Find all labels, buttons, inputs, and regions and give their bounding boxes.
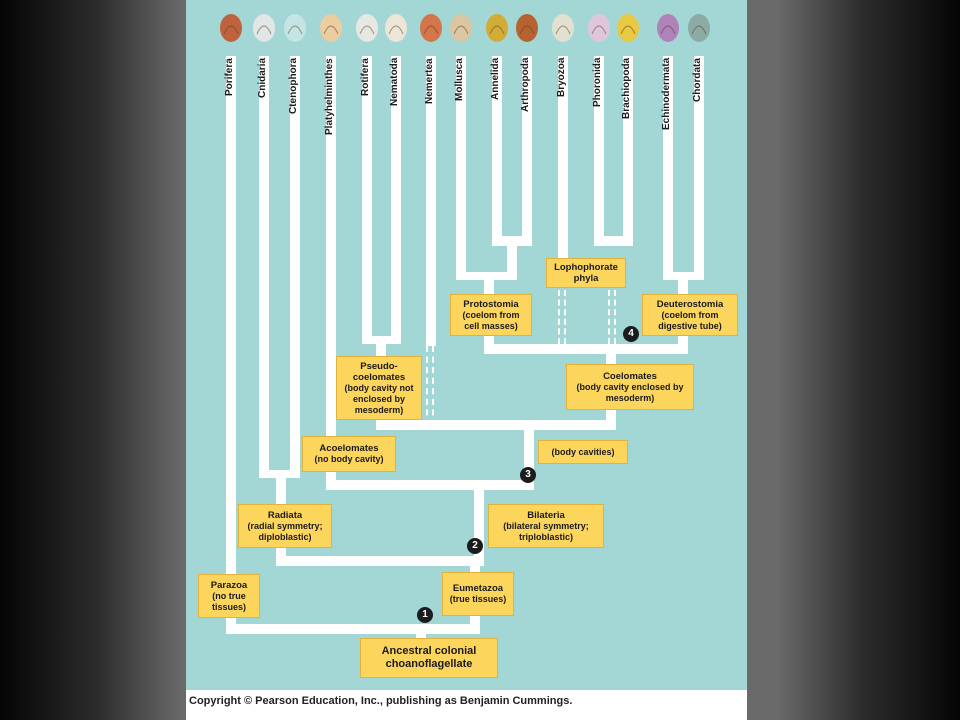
label-deuterostomia-desc: (coelom from digestive tube) xyxy=(658,309,722,331)
label-ancestor-title: Ancestral colonial choanoflagellate xyxy=(381,645,477,670)
phylum-label-nemertea: Nemertea xyxy=(424,58,435,104)
label-protostomia xyxy=(450,294,532,336)
label-eumetazoa-title: Eumetazoa xyxy=(452,583,504,594)
phylum-label-platyhelminthes: Platyhelminthes xyxy=(324,58,335,135)
phylum-label-echinodermata: Echinodermata xyxy=(661,58,672,131)
organism-icon-echinodermata xyxy=(657,14,679,42)
label-lophophorate xyxy=(546,258,626,288)
label-parazoa-desc: (no true tissues) xyxy=(211,590,246,612)
label-acoelomates xyxy=(302,436,396,472)
phylum-label-bryozoa: Bryozoa xyxy=(556,58,567,98)
organism-icon-annelida xyxy=(486,14,508,42)
label-radiata-desc: (radial symmetry; diploblastic) xyxy=(247,520,323,542)
label-parazoa xyxy=(198,574,260,618)
join-parazoa-eumetazoa xyxy=(226,624,480,634)
node-marker-4: 4 xyxy=(623,326,639,342)
organism-icon-platyhelminthes xyxy=(320,14,342,42)
phylum-label-brachiopoda: Brachiopoda xyxy=(621,58,632,120)
label-eumetazoa xyxy=(442,572,514,616)
join-pseudo-coelomates xyxy=(376,420,616,430)
dash-phoronida xyxy=(608,290,610,344)
label-parazoa-title: Parazoa xyxy=(210,579,248,591)
animal-icons-row xyxy=(186,4,747,52)
label-bilateria-title: Bilateria xyxy=(527,509,565,521)
phylum-label-annelida: Annelida xyxy=(490,58,501,101)
label-radiata xyxy=(238,504,332,548)
label-deuterostomia-title: Deuterostomia xyxy=(656,298,724,310)
phylum-label-arthropoda: Arthropoda xyxy=(520,58,531,113)
node-marker-3: 3 xyxy=(520,467,536,483)
phylum-label-phoronida: Phoronida xyxy=(592,58,603,108)
copyright-text: Copyright © Pearson Education, Inc., publishing as Benjamin Cummings. xyxy=(189,695,573,707)
organism-icon-porifera xyxy=(220,14,242,42)
phylum-label-nematoda: Nematoda xyxy=(389,58,400,107)
join-acoel-bodycavity xyxy=(326,480,534,490)
label-acoelomates-title: Acoelomates xyxy=(319,443,379,454)
dash-nemertea xyxy=(426,346,428,426)
label-radiata-title: Radiata xyxy=(267,509,303,521)
join-proto-deutero xyxy=(484,344,688,354)
phylum-label-porifera: Porifera xyxy=(224,58,235,96)
organism-icon-nematoda xyxy=(385,14,407,42)
label-ancestor xyxy=(360,638,498,678)
phylum-label-rotifera: Rotifera xyxy=(360,58,371,96)
join-phoronida-brachiopoda xyxy=(594,236,633,246)
dash-phoronida-2 xyxy=(614,290,616,344)
label-protostomia-desc: (coelom from cell masses) xyxy=(462,309,520,331)
phylum-label-ctenophora: Ctenophora xyxy=(288,58,299,115)
label-deuterostomia xyxy=(642,294,738,336)
label-pseudocoelomates xyxy=(336,356,422,420)
label-lophophorate-title: Lophophorate phyla xyxy=(554,262,618,284)
organism-icon-mollusca xyxy=(450,14,472,42)
label-coelomates-title: Coelomates xyxy=(603,370,657,382)
node-marker-2: 2 xyxy=(467,538,483,554)
label-coelomates xyxy=(566,364,694,410)
label-bilateria xyxy=(488,504,604,548)
label-body-cavities xyxy=(538,440,628,464)
phylum-label-mollusca: Mollusca xyxy=(454,58,465,101)
label-body-cavities-desc: (body cavities) xyxy=(551,446,615,457)
node-marker-1: 1 xyxy=(417,607,433,623)
organism-icon-ctenophora xyxy=(284,14,306,42)
label-pseudocoelomates-title: Pseudo-coelomates xyxy=(352,360,406,383)
organism-icon-cnidaria xyxy=(253,14,275,42)
label-bilateria-desc: (bilateral symmetry; triploblastic) xyxy=(503,520,589,542)
label-coelomates-desc: (body cavity enclosed by mesoderm) xyxy=(576,381,684,403)
organism-icon-bryozoa xyxy=(552,14,574,42)
phylum-label-chordata: Chordata xyxy=(692,58,703,102)
phylum-label-cnidaria: Cnidaria xyxy=(257,58,268,99)
organism-icon-brachiopoda xyxy=(617,14,639,42)
copyright-bar xyxy=(186,690,747,720)
join-radiata-bilateria xyxy=(276,556,484,566)
organism-icon-arthropoda xyxy=(516,14,538,42)
dash-nemertea-2 xyxy=(432,346,434,426)
phylogeny-diagram xyxy=(186,0,747,690)
label-pseudocoelomates-desc: (body cavity not enclosed by mesoderm) xyxy=(344,382,414,415)
dash-bryozoa-2 xyxy=(564,290,566,344)
organism-icon-rotifera xyxy=(356,14,378,42)
label-protostomia-title: Protostomia xyxy=(463,298,519,310)
dash-bryozoa xyxy=(558,290,560,344)
organism-icon-phoronida xyxy=(588,14,610,42)
organism-icon-chordata xyxy=(688,14,710,42)
organism-icon-nemertea xyxy=(420,14,442,42)
label-eumetazoa-desc: (true tissues) xyxy=(449,594,507,604)
label-acoelomates-desc: (no body cavity) xyxy=(314,454,384,464)
